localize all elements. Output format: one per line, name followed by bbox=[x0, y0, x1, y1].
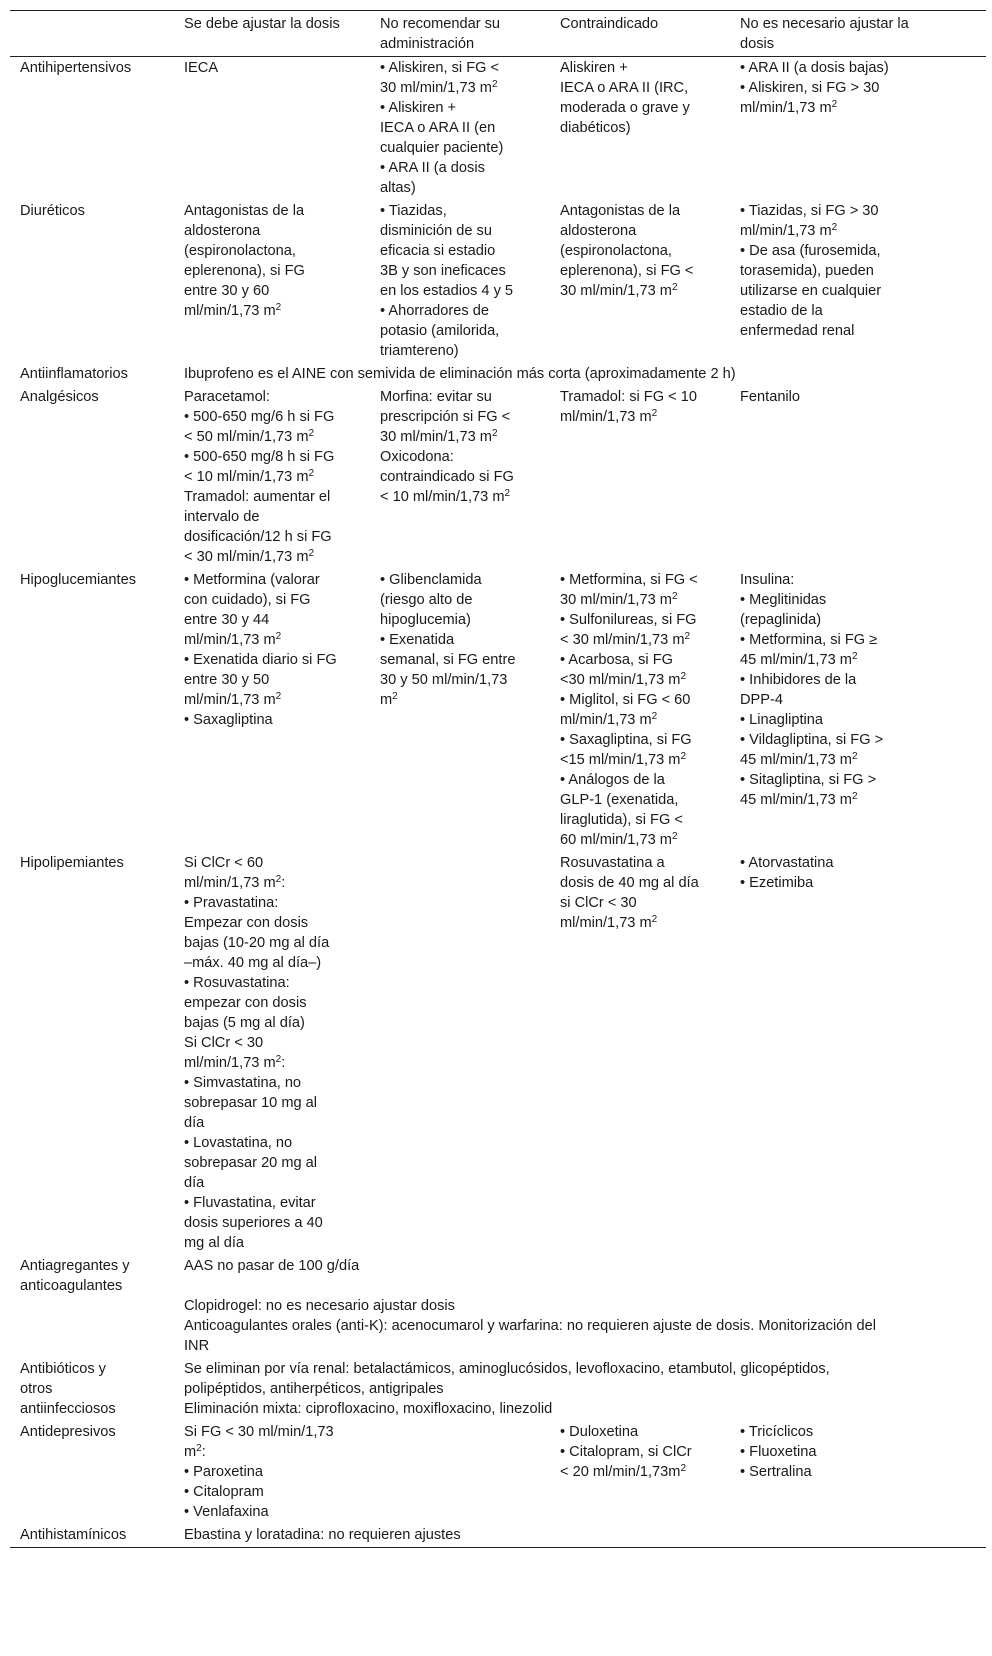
cell-line: • Saxagliptina, si FG bbox=[560, 732, 692, 748]
table-row bbox=[10, 852, 986, 1255]
cell-line: antiinfecciosos bbox=[20, 1401, 116, 1417]
not-recommended-cell bbox=[370, 1421, 550, 1524]
cell-line: < 30 ml/min/1,73 $m^2$ bbox=[184, 548, 315, 565]
cell-line: potasio (amilorida, bbox=[380, 323, 500, 339]
contraindicated-cell bbox=[550, 200, 730, 363]
header-adjust-dose bbox=[174, 11, 370, 57]
cell-line: 45 ml/min/1,73 $m^2$ bbox=[740, 751, 858, 768]
cell-line: administración bbox=[380, 36, 475, 52]
cell-line: Hipoglucemiantes bbox=[20, 572, 137, 588]
superscript-two: 2 bbox=[680, 671, 687, 682]
cell-line: triamtereno) bbox=[380, 343, 459, 359]
superscript-two: 2 bbox=[671, 831, 678, 842]
drug-group-cell bbox=[10, 57, 174, 201]
no-adjust-cell bbox=[730, 57, 986, 201]
cell-line: otros bbox=[20, 1381, 53, 1397]
cell-line: • Atorvastatina bbox=[740, 855, 834, 871]
superscript-two: 2 bbox=[851, 791, 858, 802]
cell-line: (espironolactona, bbox=[560, 243, 672, 259]
cell-line: • Lovastatina, no bbox=[184, 1135, 293, 1151]
cell-line: < 20 $ml/\min/1,73m^2$ bbox=[560, 1463, 687, 1480]
cell-line: moderada o grave y bbox=[560, 100, 690, 116]
adjust-dose-cell bbox=[174, 386, 370, 569]
cell-line: dosificación/12 h si FG bbox=[184, 529, 332, 545]
drug-group-cell bbox=[10, 200, 174, 363]
cell-line: Se debe ajustar la dosis bbox=[184, 16, 340, 32]
cell-line: Tramadol: aumentar el bbox=[184, 489, 331, 505]
cell-line: empezar con dosis bbox=[184, 995, 307, 1011]
table-row bbox=[10, 1358, 986, 1421]
contraindicated-cell bbox=[550, 852, 730, 1255]
spanning-note-cell bbox=[174, 1524, 986, 1548]
cell-line: • Vildagliptina, si FG > bbox=[740, 732, 884, 748]
cell-line: Si ClCr < 30 bbox=[184, 1035, 264, 1051]
cell-line: IECA bbox=[184, 60, 219, 76]
superscript-two: 2 bbox=[275, 631, 282, 642]
cell-line: Rosuvastatina a bbox=[560, 855, 665, 871]
cell-line: Oxicodona: bbox=[380, 449, 454, 465]
cell-line: –máx. 40 mg al día–) bbox=[184, 955, 322, 971]
cell-line: dosis bbox=[740, 36, 775, 52]
cell-line: liraglutida), si FG < bbox=[560, 812, 683, 828]
cell-line: Antagonistas de la bbox=[184, 203, 305, 219]
superscript-two: 2 bbox=[680, 1463, 687, 1474]
cell-line: INR bbox=[184, 1338, 210, 1354]
cell-line: aldosterona bbox=[560, 223, 637, 239]
superscript-two: 2 bbox=[651, 711, 658, 722]
cell-line: dosis superiores a 40 bbox=[184, 1215, 323, 1231]
cell-line: • Duloxetina bbox=[560, 1424, 639, 1440]
cell-line: • Venlafaxina bbox=[184, 1504, 269, 1520]
adjust-dose-cell bbox=[174, 57, 370, 201]
cell-line: • Rosuvastatina: bbox=[184, 975, 290, 991]
cell-line: • ARA II (a dosis bajas) bbox=[740, 60, 889, 76]
cell-line: sobrepasar 20 mg al bbox=[184, 1155, 318, 1171]
cell-line: • Paroxetina bbox=[184, 1464, 263, 1480]
cell-line: mg al día bbox=[184, 1235, 245, 1251]
cell-line: bajas (10-20 mg al día bbox=[184, 935, 330, 951]
cell-line: altas) bbox=[380, 180, 416, 196]
superscript-two: 2 bbox=[196, 1443, 202, 1454]
cell-line: 60 ml/min/1,73 $m^2$ bbox=[560, 831, 678, 848]
cell-line: • Metformina, si FG ≥ bbox=[740, 632, 878, 648]
cell-line: Antiinflamatorios bbox=[20, 366, 128, 382]
cell-line: torasemida), pueden bbox=[740, 263, 874, 279]
drug-group-cell bbox=[10, 1524, 174, 1548]
superscript-two: 2 bbox=[680, 751, 687, 762]
contraindicated-cell bbox=[550, 386, 730, 569]
cell-line: • Metformina (valorar bbox=[184, 572, 320, 588]
cell-line: • Tiazidas, si FG > 30 bbox=[740, 203, 879, 219]
cell-line: ml/min/1,73 $m^2$ bbox=[560, 408, 658, 425]
drug-group-cell bbox=[10, 1255, 174, 1358]
no-adjust-cell bbox=[730, 852, 986, 1255]
superscript-two: 2 bbox=[504, 488, 511, 499]
renal-dosing-table bbox=[10, 10, 986, 1548]
no-adjust-cell bbox=[730, 386, 986, 569]
cell-line: ml/min/1,73 $m^2$: bbox=[184, 874, 286, 891]
cell-line: Si ClCr < 60 bbox=[184, 855, 264, 871]
cell-line: ml/min/1,73 $m^2$ bbox=[740, 222, 838, 239]
cell-line: Antidepresivos bbox=[20, 1424, 116, 1440]
cell-line: Si FG < 30 ml/min/1,73 bbox=[184, 1424, 334, 1440]
drug-group-cell bbox=[10, 386, 174, 569]
cell-line: cualquier paciente) bbox=[380, 140, 504, 156]
not-recommended-cell bbox=[370, 57, 550, 201]
cell-line: eplerenona), si FG bbox=[184, 263, 305, 279]
table-row bbox=[10, 200, 986, 363]
contraindicated-cell bbox=[550, 1421, 730, 1524]
cell-line: Empezar con dosis bbox=[184, 915, 309, 931]
cell-line: • Sitagliptina, si FG > bbox=[740, 772, 877, 788]
cell-line: • Sulfonilureas, si FG bbox=[560, 612, 697, 628]
cell-line: si ClCr < 30 bbox=[560, 895, 637, 911]
cell-line: < 10 ml/min/1,73 $m^2$ bbox=[184, 468, 315, 485]
superscript-two: 2 bbox=[851, 651, 858, 662]
cell-line: • Glibenclamida bbox=[380, 572, 482, 588]
cell-line: Antiagregantes y bbox=[20, 1258, 130, 1274]
superscript-two: 2 bbox=[651, 408, 658, 419]
table-row bbox=[10, 57, 986, 201]
cell-line: 45 ml/min/1,73 $m^2$ bbox=[740, 791, 858, 808]
cell-line: • Tiazidas, bbox=[380, 203, 447, 219]
cell-line: • Acarbosa, si FG bbox=[560, 652, 673, 668]
superscript-two: 2 bbox=[491, 79, 498, 90]
cell-line: polipéptidos, antiherpéticos, antigripales bbox=[184, 1381, 444, 1397]
cell-line: entre 30 y 60 bbox=[184, 283, 270, 299]
no-adjust-cell bbox=[730, 200, 986, 363]
cell-line: • Fluoxetina bbox=[740, 1444, 817, 1460]
contraindicated-cell bbox=[550, 569, 730, 852]
cell-line: 30 ml/min/1,73 $m^2$ bbox=[380, 428, 498, 445]
adjust-dose-cell bbox=[174, 852, 370, 1255]
cell-line: • Aliskiren, si FG > 30 bbox=[740, 80, 880, 96]
cell-line: día bbox=[184, 1115, 205, 1131]
not-recommended-cell bbox=[370, 200, 550, 363]
cell-line: AAS no pasar de 100 g/día bbox=[184, 1258, 360, 1274]
adjust-dose-cell bbox=[174, 200, 370, 363]
cell-line: • Ahorradores de bbox=[380, 303, 489, 319]
table-row bbox=[10, 363, 986, 386]
cell-line: Se eliminan por vía renal: betalactámicos, aminoglucósidos, levofloxacino, etambutol, glicopéptidos, bbox=[184, 1361, 830, 1377]
cell-line: entre 30 y 50 bbox=[184, 672, 270, 688]
cell-line: enfermedad renal bbox=[740, 323, 855, 339]
cell-line: < 50 ml/min/1,73 $m^2$ bbox=[184, 428, 315, 445]
superscript-two: 2 bbox=[308, 468, 315, 479]
cell-line: • Exenatida bbox=[380, 632, 455, 648]
header-contraindicated bbox=[550, 11, 730, 57]
not-recommended-cell bbox=[370, 569, 550, 852]
table-row bbox=[10, 569, 986, 852]
drug-group-cell bbox=[10, 363, 174, 386]
spanning-note-cell bbox=[174, 363, 986, 386]
cell-line: $m^2$ bbox=[380, 691, 398, 708]
cell-line: $m^2$: bbox=[184, 1443, 206, 1460]
cell-line: < 30 ml/min/1,73 $m^2$ bbox=[560, 631, 691, 648]
superscript-two: 2 bbox=[671, 282, 678, 293]
cell-line: • Inhibidores de la bbox=[740, 672, 857, 688]
cell-line: contraindicado si FG bbox=[380, 469, 514, 485]
cell-line: Antibióticos y bbox=[20, 1361, 106, 1377]
cell-line: Morfina: evitar su bbox=[380, 389, 492, 405]
cell-line: anticoagulantes bbox=[20, 1278, 123, 1294]
cell-line: • Tricíclicos bbox=[740, 1424, 814, 1440]
cell-line bbox=[184, 1276, 976, 1296]
cell-line: • Linagliptina bbox=[740, 712, 824, 728]
cell-line: Hipolipemiantes bbox=[20, 855, 124, 871]
cell-line: No es necesario ajustar la bbox=[740, 16, 909, 32]
adjust-dose-cell bbox=[174, 569, 370, 852]
cell-line: Ibuprofeno es el AINE con semivida de eliminación más corta (aproximadamente 2 h) bbox=[184, 366, 736, 382]
table-row bbox=[10, 386, 986, 569]
cell-line: ml/min/1,73 $m^2$ bbox=[740, 99, 838, 116]
superscript-two: 2 bbox=[275, 874, 282, 885]
superscript-two: 2 bbox=[491, 428, 498, 439]
cell-line: ml/min/1,73 $m^2$: bbox=[184, 1054, 286, 1071]
superscript-two: 2 bbox=[671, 591, 678, 602]
cell-line: ml/min/1,73 $m^2$ bbox=[184, 302, 282, 319]
header-no-adjust-needed bbox=[730, 11, 986, 57]
cell-line: prescripción si FG < bbox=[380, 409, 511, 425]
cell-line: < 10 ml/min/1,73 $m^2$ bbox=[380, 488, 511, 505]
cell-line: entre 30 y 44 bbox=[184, 612, 270, 628]
table-row bbox=[10, 1421, 986, 1524]
cell-line: • Análogos de la bbox=[560, 772, 665, 788]
cell-line: • Fluvastatina, evitar bbox=[184, 1195, 316, 1211]
cell-line: eplerenona), si FG < bbox=[560, 263, 694, 279]
superscript-two: 2 bbox=[275, 302, 282, 313]
cell-line: Clopidrogel: no es necesario ajustar dosis bbox=[184, 1298, 455, 1314]
cell-line: intervalo de bbox=[184, 509, 260, 525]
cell-line: bajas (5 mg al día) bbox=[184, 1015, 305, 1031]
cell-line: • Exenatida diario si FG bbox=[184, 652, 337, 668]
drug-group-cell bbox=[10, 852, 174, 1255]
not-recommended-cell bbox=[370, 852, 550, 1255]
cell-line: semanal, si FG entre bbox=[380, 652, 516, 668]
cell-line: ml/min/1,73 $m^2$ bbox=[560, 914, 658, 931]
cell-line: Diuréticos bbox=[20, 203, 85, 219]
cell-line: ml/min/1,73 $m^2$ bbox=[184, 691, 282, 708]
superscript-two: 2 bbox=[851, 751, 858, 762]
cell-line: DPP-4 bbox=[740, 692, 783, 708]
cell-line: • Metformina, si FG < bbox=[560, 572, 698, 588]
adjust-dose-cell bbox=[174, 1421, 370, 1524]
cell-line: GLP-1 (exenatida, bbox=[560, 792, 679, 808]
cell-line: IECA o ARA II (IRC, bbox=[560, 80, 689, 96]
cell-line: Insulina: bbox=[740, 572, 795, 588]
drug-group-cell bbox=[10, 1421, 174, 1524]
cell-line: (espironolactona, bbox=[184, 243, 296, 259]
cell-line: (repaglinida) bbox=[740, 612, 822, 628]
cell-line: 30 y 50 ml/min/1,73 bbox=[380, 672, 508, 688]
cell-line: Antihipertensivos bbox=[20, 60, 132, 76]
table-header-row bbox=[10, 11, 986, 57]
cell-line: aldosterona bbox=[184, 223, 261, 239]
cell-line: con cuidado), si FG bbox=[184, 592, 311, 608]
superscript-two: 2 bbox=[275, 691, 282, 702]
cell-line: 30 ml/min/1,73 $m^2$ bbox=[560, 591, 678, 608]
no-adjust-cell bbox=[730, 1421, 986, 1524]
header-drug-group bbox=[10, 11, 174, 57]
cell-line: en los estadios 4 y 5 bbox=[380, 283, 514, 299]
cell-line: ml/min/1,73 $m^2$ bbox=[184, 631, 282, 648]
cell-line: 3B y son ineficaces bbox=[380, 263, 506, 279]
cell-line: IECA o ARA II (en bbox=[380, 120, 496, 136]
cell-line: 30 ml/min/1,73 $m^2$ bbox=[380, 79, 498, 96]
superscript-two: 2 bbox=[392, 691, 398, 702]
cell-line: Eliminación mixta: ciprofloxacino, moxifloxacino, linezolid bbox=[184, 1401, 553, 1417]
table-row bbox=[10, 1524, 986, 1548]
cell-line: • 500-650 mg/8 h si FG bbox=[184, 449, 335, 465]
cell-line: <30 ml/min/1,73 $m^2$ bbox=[560, 671, 687, 688]
cell-line: sobrepasar 10 mg al bbox=[184, 1095, 318, 1111]
drug-group-cell bbox=[10, 569, 174, 852]
cell-line: • Ezetimiba bbox=[740, 875, 814, 891]
spanning-note-cell bbox=[174, 1255, 986, 1358]
cell-line: Paracetamol: bbox=[184, 389, 270, 405]
cell-line: • Pravastatina: bbox=[184, 895, 279, 911]
cell-line: <15 ml/min/1,73 $m^2$ bbox=[560, 751, 687, 768]
cell-line: (riesgo alto de bbox=[380, 592, 473, 608]
cell-line: día bbox=[184, 1175, 205, 1191]
cell-line: • De asa (furosemida, bbox=[740, 243, 881, 259]
cell-line: Aliskiren + bbox=[560, 60, 628, 76]
superscript-two: 2 bbox=[831, 222, 838, 233]
cell-line: • Citalopram, si ClCr bbox=[560, 1444, 692, 1460]
cell-line: • Meglitinidas bbox=[740, 592, 827, 608]
not-recommended-cell bbox=[370, 386, 550, 569]
drug-group-cell bbox=[10, 1358, 174, 1421]
cell-line: Tramadol: si FG < 10 bbox=[560, 389, 697, 405]
cell-line: eficacia si estadio bbox=[380, 243, 496, 259]
table-row bbox=[10, 1255, 986, 1358]
cell-line: 30 ml/min/1,73 $m^2$ bbox=[560, 282, 678, 299]
cell-line: • Citalopram bbox=[184, 1484, 264, 1500]
cell-line: • Simvastatina, no bbox=[184, 1075, 302, 1091]
cell-line: utilizarse en cualquier bbox=[740, 283, 882, 299]
cell-line: Analgésicos bbox=[20, 389, 99, 405]
cell-line: Fentanilo bbox=[740, 389, 801, 405]
cell-line: diabéticos) bbox=[560, 120, 631, 136]
superscript-two: 2 bbox=[651, 914, 658, 925]
cell-line: • ARA II (a dosis bbox=[380, 160, 485, 176]
contraindicated-cell bbox=[550, 57, 730, 201]
superscript-two: 2 bbox=[308, 428, 315, 439]
cell-line: Antihistamínicos bbox=[20, 1527, 127, 1543]
cell-line: dosis de 40 mg al día bbox=[560, 875, 699, 891]
superscript-two: 2 bbox=[308, 548, 315, 559]
cell-line: • Aliskiren, si FG < bbox=[380, 60, 500, 76]
cell-line: • Miglitol, si FG < 60 bbox=[560, 692, 691, 708]
cell-line: estadio de la bbox=[740, 303, 823, 319]
superscript-two: 2 bbox=[684, 631, 691, 642]
cell-line: No recomendar su bbox=[380, 16, 501, 32]
cell-line: • Saxagliptina bbox=[184, 712, 273, 728]
header-not-recommended bbox=[370, 11, 550, 57]
cell-line: Ebastina y loratadina: no requieren ajustes bbox=[184, 1527, 461, 1543]
superscript-two: 2 bbox=[831, 99, 838, 110]
cell-line: • Aliskiren + bbox=[380, 100, 457, 116]
cell-line: • Sertralina bbox=[740, 1464, 812, 1480]
no-adjust-cell bbox=[730, 569, 986, 852]
cell-line: • 500-650 mg/6 h si FG bbox=[184, 409, 335, 425]
cell-line: ml/min/1,73 $m^2$ bbox=[560, 711, 658, 728]
cell-line: Antagonistas de la bbox=[560, 203, 681, 219]
cell-line: hipoglucemia) bbox=[380, 612, 471, 628]
spanning-note-cell bbox=[174, 1358, 986, 1421]
cell-line: disminición de su bbox=[380, 223, 492, 239]
cell-line: Anticoagulantes orales (anti-K): acenocumarol y warfarina: no requieren ajuste de dosis. Monitorización del bbox=[184, 1318, 876, 1334]
cell-line: 45 ml/min/1,73 $m^2$ bbox=[740, 651, 858, 668]
superscript-two: 2 bbox=[275, 1054, 282, 1065]
cell-line: Contraindicado bbox=[560, 16, 659, 32]
